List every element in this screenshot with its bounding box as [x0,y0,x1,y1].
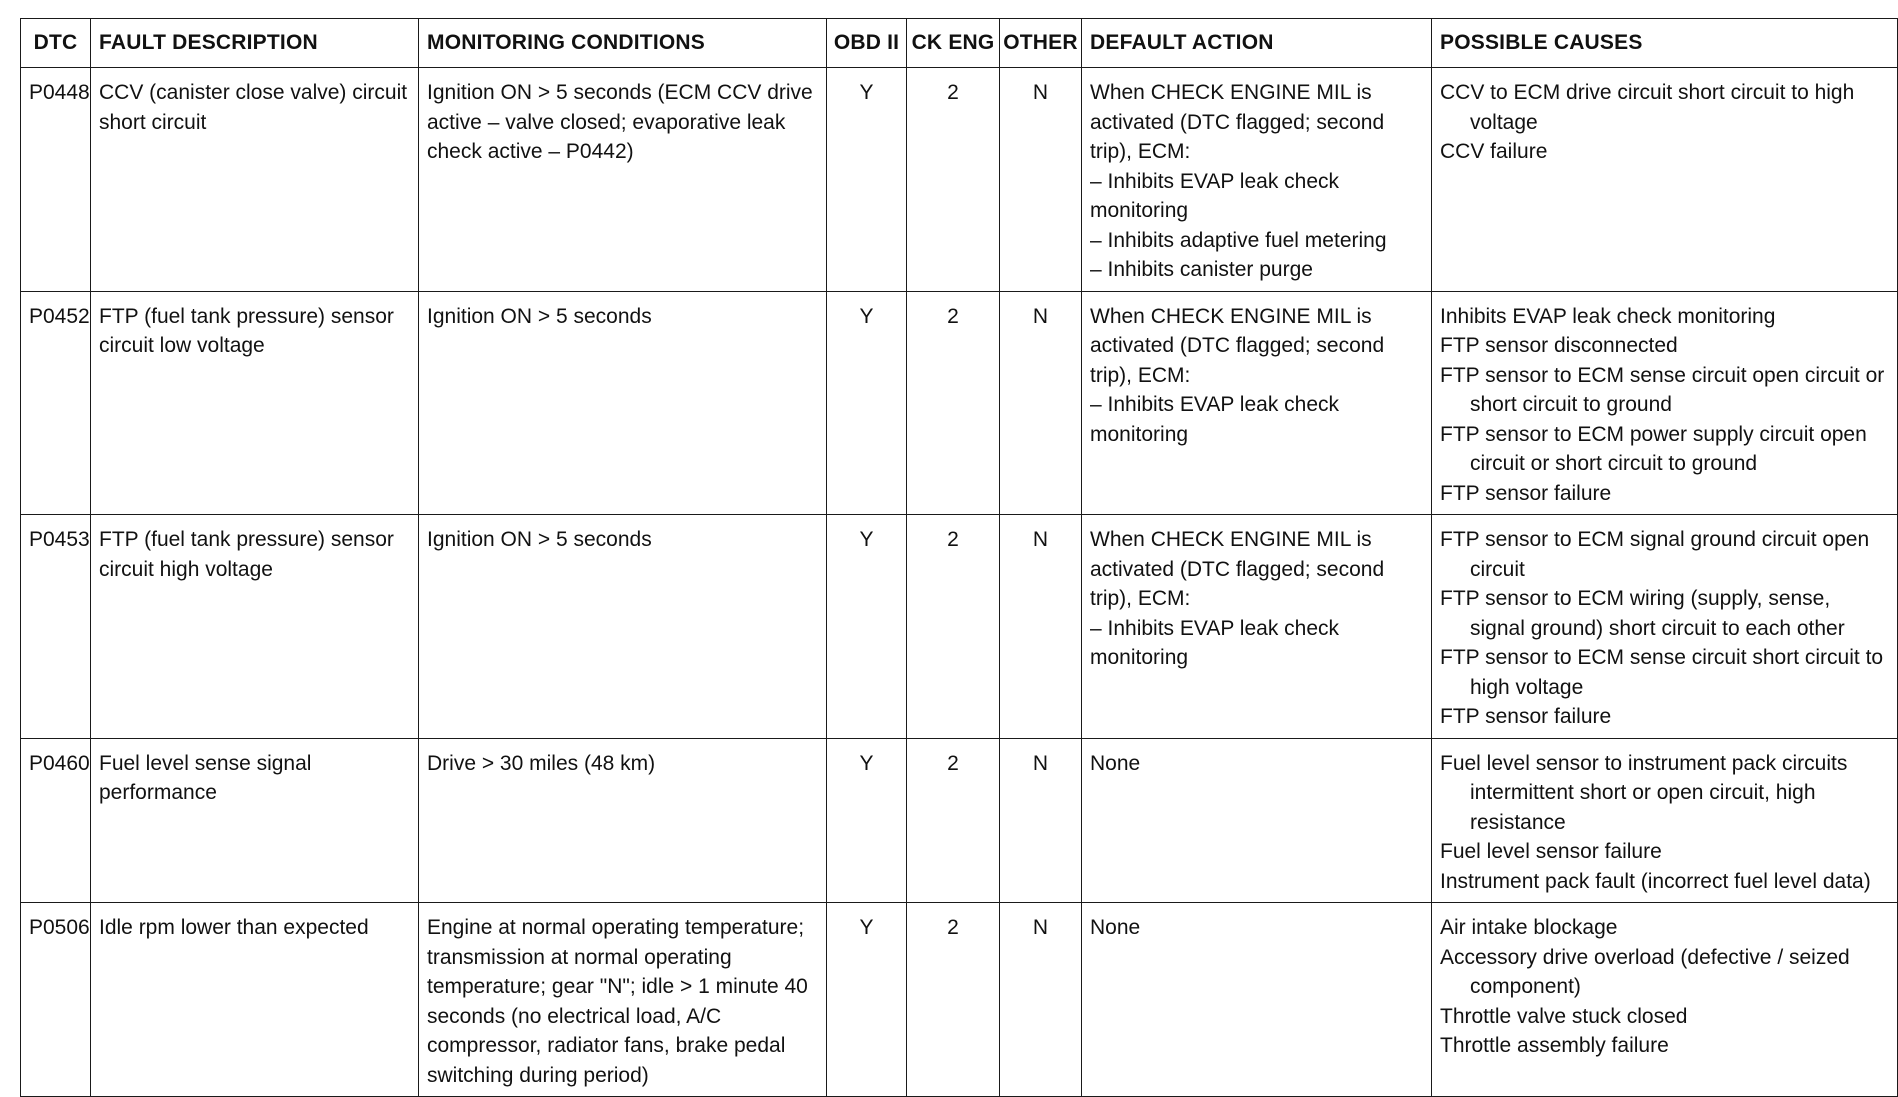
cause-item: FTP sensor to ECM signal ground circuit open circuit [1440,528,1870,581]
table-row [21,68,1898,292]
dtc-code: P0452 [21,291,91,515]
cause-item: FTP sensor failure [1440,481,1612,505]
monitoring-conditions: Ignition ON > 5 seconds [419,291,827,515]
default-action-line: – Inhibits canister purge [1090,258,1313,281]
cause-item: FTP sensor to ECM wiring (supply, sense, signal ground) short circuit to each other [1440,587,1845,640]
cause-item: FTP sensor to ECM sense circuit short circuit to high voltage [1440,646,1884,699]
cause-item: Air intake blockage [1440,916,1618,939]
default-action-line: When CHECK ENGINE MIL is activated (DTC flagged; second trip), ECM: [1090,528,1385,610]
monitoring-conditions: Engine at normal operating temperature; transmission at normal operating temperature; gear "N"; idle > 1 minute 40 seconds (no electrical load, A/C compressor, radiator fans, brake pedal switching during period) [419,903,827,1097]
cause-item: FTP sensor to ECM power supply circuit open circuit or short circuit to ground [1440,422,1867,475]
cause-item: FTP sensor failure [1440,705,1612,728]
default-action [1082,291,1432,515]
cause-item: CCV failure [1440,140,1548,163]
default-action [1082,738,1432,903]
cause-item: FTP sensor disconnected [1440,334,1678,357]
possible-causes [1432,738,1898,903]
header-ck-eng: CK ENG [907,19,1000,68]
header-other: OTHER [1000,19,1082,68]
default-action-line: When CHECK ENGINE MIL is activated (DTC flagged; second trip), ECM: [1090,81,1385,163]
other-value: N [1000,68,1082,292]
possible-causes [1432,903,1898,1097]
dtc-code: P0506 [21,903,91,1097]
cause-item: Instrument pack fault (incorrect fuel level data) [1440,869,1871,893]
header-monitoring-conditions: MONITORING CONDITIONS [419,19,827,68]
header-obd-ii: OBD II [827,19,907,68]
default-action-line: – Inhibits EVAP leak check monitoring [1090,169,1340,222]
default-action-line: When CHECK ENGINE MIL is activated (DTC flagged; second trip), ECM: [1090,304,1385,387]
default-action [1082,515,1432,739]
dtc-code: P0460 [21,738,91,903]
dtc-code: P0453 [21,515,91,739]
cause-item: Fuel level sensor to instrument pack circuits intermittent short or open circuit, high resistance [1440,751,1848,834]
header-fault-description: FAULT DESCRIPTION [91,19,419,68]
ck-eng-value: 2 [907,68,1000,292]
fault-description: CCV (canister close valve) circuit short circuit [91,68,419,292]
dtc-document [20,18,1897,1097]
fault-description: Idle rpm lower than expected [91,903,419,1097]
other-value: N [1000,515,1082,739]
ck-eng-value: 2 [907,738,1000,903]
default-action-line: None [1090,751,1141,775]
obd-ii-value: Y [827,903,907,1097]
header-dtc: DTC [21,19,91,68]
default-action-line: None [1090,916,1141,939]
header-possible-causes: POSSIBLE CAUSES [1432,19,1898,68]
fault-description: FTP (fuel tank pressure) sensor circuit low voltage [91,291,419,515]
obd-ii-value: Y [827,68,907,292]
other-value: N [1000,903,1082,1097]
default-action-line: – Inhibits EVAP leak check monitoring [1090,616,1340,669]
cause-item: Inhibits EVAP leak check monitoring [1440,304,1776,328]
cause-item: Fuel level sensor failure [1440,840,1662,863]
default-action [1082,903,1432,1097]
default-action-line: – Inhibits EVAP leak check monitoring [1090,393,1340,446]
other-value: N [1000,738,1082,903]
cause-item: Accessory drive overload (defective / seized component) [1440,945,1850,998]
ck-eng-value: 2 [907,903,1000,1097]
ck-eng-value: 2 [907,515,1000,739]
table-row [21,291,1898,515]
obd-ii-value: Y [827,515,907,739]
cause-item: FTP sensor to ECM sense circuit open circuit or short circuit to ground [1440,363,1885,416]
possible-causes [1432,291,1898,515]
table-row [21,515,1898,739]
monitoring-conditions: Ignition ON > 5 seconds [419,515,827,739]
default-action-line: – Inhibits adaptive fuel metering [1090,228,1387,252]
fault-description: FTP (fuel tank pressure) sensor circuit high voltage [91,515,419,739]
obd-ii-value: Y [827,738,907,903]
table-row [21,738,1898,903]
cause-item: Throttle valve stuck closed [1440,1004,1688,1028]
other-value: N [1000,291,1082,515]
obd-ii-value: Y [827,291,907,515]
header-default-action: DEFAULT ACTION [1082,19,1432,68]
default-action [1082,68,1432,292]
dtc-code: P0448 [21,68,91,292]
possible-causes [1432,68,1898,292]
fault-description: Fuel level sense signal performance [91,738,419,903]
possible-causes [1432,515,1898,739]
header-row [21,19,1898,68]
cause-item: CCV to ECM drive circuit short circuit to high voltage [1440,81,1855,134]
cause-item: Throttle assembly failure [1440,1034,1669,1057]
ck-eng-value: 2 [907,291,1000,515]
monitoring-conditions: Drive > 30 miles (48 km) [419,738,827,903]
table-row [21,903,1898,1097]
dtc-table [20,18,1898,1097]
monitoring-conditions: Ignition ON > 5 seconds (ECM CCV drive active – valve closed; evaporative leak check active – P0442) [419,68,827,292]
